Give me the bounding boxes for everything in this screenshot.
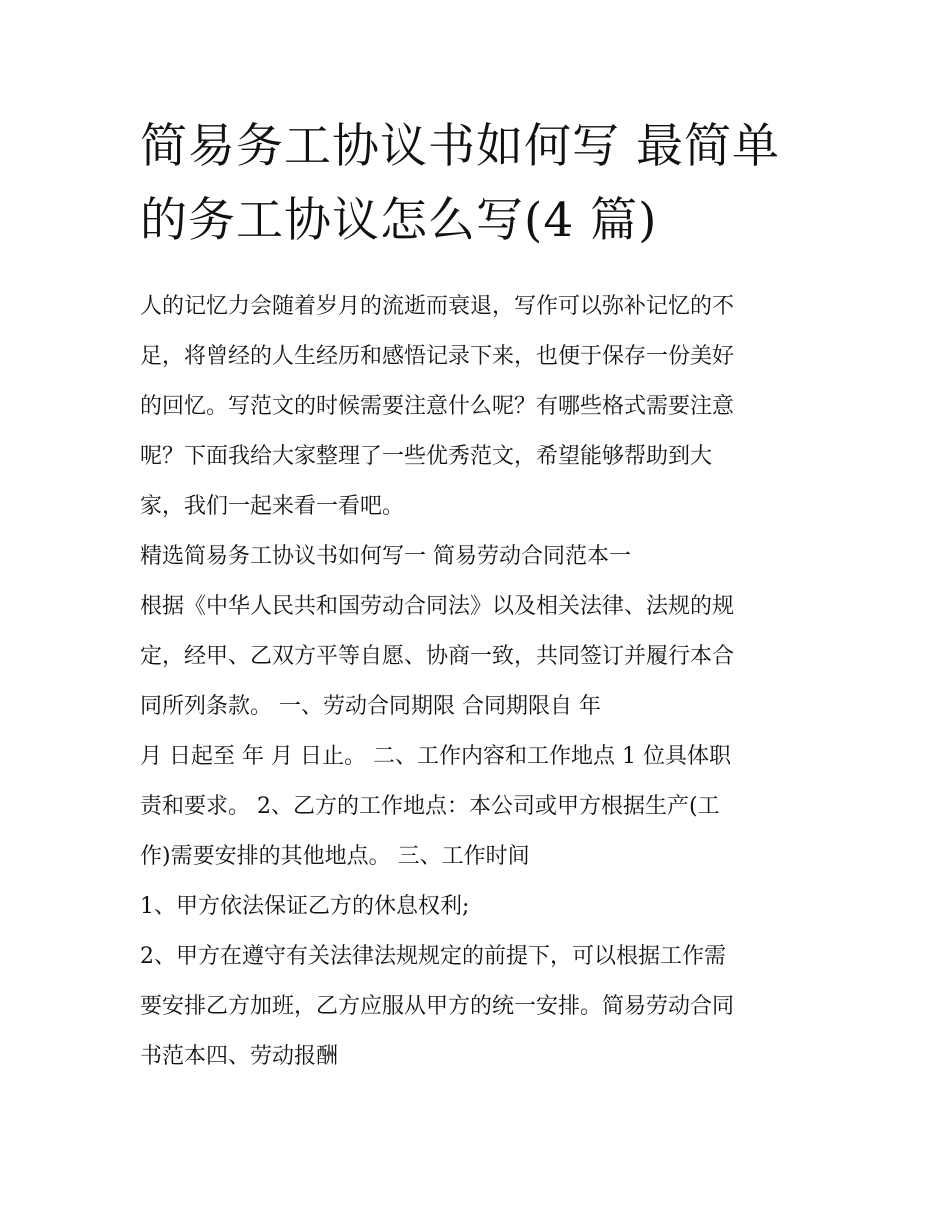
list-item: 1、甲方依法保证乙方的休息权利; (140, 894, 470, 919)
body-line: 的回忆。写范文的时候需要注意什么呢？有哪些格式需要注意 (140, 394, 735, 419)
document-page (140, 110, 820, 1082)
body-line: 呢？下面我给大家整理了一些优秀范文，希望能够帮助到大 (140, 444, 713, 469)
body-line: 定，经甲、乙双方平等自愿、协商一致，共同签订并履行本合 (140, 644, 735, 669)
body-line: 同所列条款。 一、劳动合同期限 合同期限自 年 (140, 694, 601, 719)
body-line: 人的记忆力会随着岁月的流逝而衰退，写作可以弥补记忆的不 (140, 294, 735, 319)
body-line: 足，将曾经的人生经历和感悟记录下来，也便于保存一份美好 (140, 344, 735, 369)
title-line: 的务工协议怎么写(4 篇) (140, 193, 658, 248)
body-line: 责和要求。 2、乙方的工作地点：本公司或甲方根据生产(工 (140, 794, 720, 819)
document-title (140, 110, 820, 258)
body-line: 书范本四、劳动报酬 (140, 1044, 339, 1069)
body-line: 要安排乙方加班，乙方应服从甲方的统一安排。简易劳动合同 (140, 994, 735, 1019)
list-item: 2、甲方在遵守有关法律法规规定的前提下，可以根据工作需 (140, 944, 726, 969)
section-heading: 精选简易务工协议书如何写一 简易劳动合同范本一 (140, 544, 631, 569)
body-line: 作)需要安排的其他地点。 三、工作时间 (140, 844, 530, 869)
document-body (140, 282, 820, 1082)
body-line: 根据《中华人民共和国劳动合同法》以及相关法律、法规的规 (140, 594, 735, 619)
title-line: 简易务工协议书如何写 最简单 (140, 119, 780, 174)
body-line: 月 日起至 年 月 日止。 二、工作内容和工作地点 1 位具体职 (140, 744, 731, 769)
body-line: 家，我们一起来看一看吧。 (140, 494, 405, 519)
